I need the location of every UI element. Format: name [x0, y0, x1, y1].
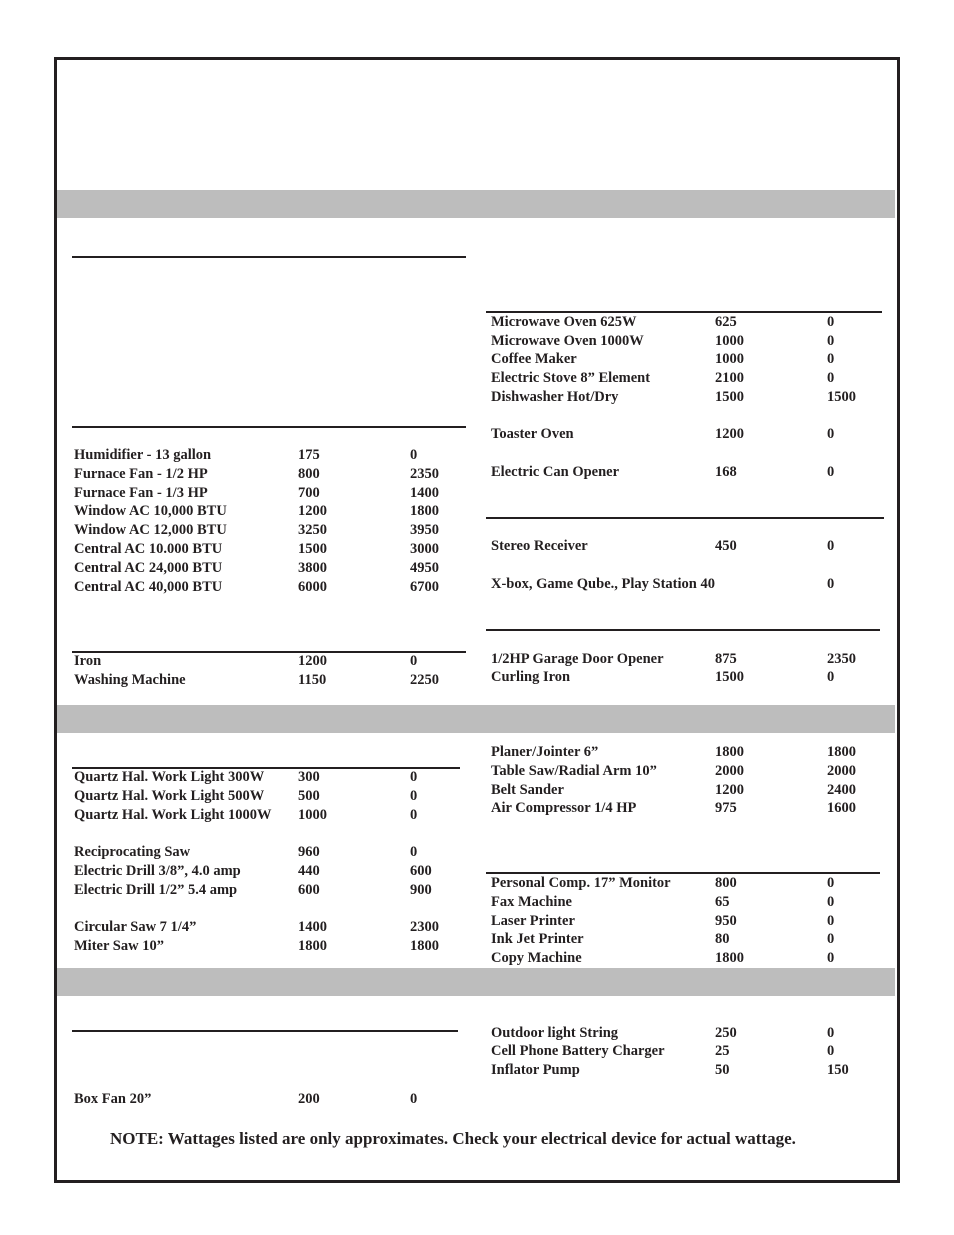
running-watts: 200 — [298, 1091, 320, 1107]
device-name: Cell Phone Battery Charger — [491, 1043, 665, 1059]
device-name: Stereo Receiver — [491, 538, 588, 554]
divider-rule — [72, 256, 466, 258]
startup-watts: 2000 — [827, 763, 856, 779]
startup-watts: 1400 — [410, 485, 439, 501]
device-name: Quartz Hal. Work Light 300W — [74, 769, 265, 785]
startup-watts: 0 — [410, 1091, 418, 1107]
running-watts: 300 — [298, 769, 320, 785]
startup-watts: 0 — [410, 844, 418, 860]
running-watts: 1200 — [715, 782, 744, 798]
startup-watts: 0 — [410, 807, 418, 823]
running-watts: 500 — [298, 788, 320, 804]
startup-watts: 0 — [827, 314, 835, 330]
startup-watts: 3950 — [410, 522, 439, 538]
startup-watts: 2250 — [410, 672, 439, 688]
running-watts: 1800 — [298, 938, 327, 954]
running-watts: 168 — [715, 464, 737, 480]
device-name: Laser Printer — [491, 913, 575, 929]
startup-watts: 0 — [827, 913, 835, 929]
device-name: Furnace Fan - 1/3 HP — [74, 485, 208, 501]
running-watts: 65 — [715, 894, 730, 910]
device-name: Planer/Jointer 6” — [491, 744, 599, 760]
device-name: Miter Saw 10” — [74, 938, 164, 954]
divider-rule — [486, 629, 880, 631]
running-watts: 700 — [298, 485, 320, 501]
startup-watts: 0 — [827, 950, 835, 966]
running-watts: 50 — [715, 1062, 730, 1078]
divider-rule — [72, 426, 466, 428]
running-watts: 450 — [715, 538, 737, 554]
device-name: 1/2HP Garage Door Opener — [491, 651, 664, 667]
running-watts: 1000 — [298, 807, 327, 823]
startup-watts: 0 — [827, 351, 835, 367]
startup-watts: 0 — [827, 576, 835, 592]
running-watts: 1000 — [715, 351, 744, 367]
startup-watts: 0 — [410, 653, 418, 669]
device-name: Microwave Oven 1000W — [491, 333, 644, 349]
startup-watts: 2350 — [410, 466, 439, 482]
running-watts: 1800 — [715, 744, 744, 760]
startup-watts: 0 — [410, 788, 418, 804]
device-name: Window AC 12,000 BTU — [74, 522, 227, 538]
running-watts: 975 — [715, 800, 737, 816]
page-frame — [54, 57, 900, 1183]
startup-watts: 4950 — [410, 560, 439, 576]
startup-watts: 1800 — [410, 938, 439, 954]
startup-watts: 6700 — [410, 579, 439, 595]
running-watts: 600 — [298, 882, 320, 898]
running-watts: 1500 — [715, 389, 744, 405]
device-name: Inflator Pump — [491, 1062, 580, 1078]
startup-watts: 150 — [827, 1062, 849, 1078]
note-text: NOTE: Wattages listed are only approximates. Check your electrical device for actual wattage. — [110, 1129, 796, 1148]
device-name: Electric Stove 8” Element — [491, 370, 651, 386]
running-watts: 1400 — [298, 919, 327, 935]
startup-watts: 0 — [827, 538, 835, 554]
device-name: Electric Can Opener — [491, 464, 620, 480]
startup-watts: 3000 — [410, 541, 439, 557]
device-name: Central AC 24,000 BTU — [74, 560, 223, 576]
device-name: Curling Iron — [491, 669, 571, 685]
divider-rule — [72, 651, 466, 653]
running-watts: 3800 — [298, 560, 327, 576]
startup-watts: 0 — [410, 769, 418, 785]
device-name: Ink Jet Printer — [491, 931, 584, 947]
running-watts: 1500 — [298, 541, 327, 557]
device-name: Box Fan 20” — [74, 1091, 152, 1107]
device-name: Reciprocating Saw — [74, 844, 191, 860]
device-name: Toaster Oven — [491, 426, 574, 442]
device-name: X-box, Game Qube., Play Station 40 — [491, 576, 715, 592]
startup-watts: 0 — [827, 1043, 835, 1059]
startup-watts: 2350 — [827, 651, 856, 667]
running-watts: 3250 — [298, 522, 327, 538]
startup-watts: 0 — [827, 333, 835, 349]
device-name: Table Saw/Radial Arm 10” — [491, 763, 657, 779]
section-band-outdoor — [57, 968, 895, 996]
device-name: Quartz Hal. Work Light 500W — [74, 788, 265, 804]
startup-watts: 1600 — [827, 800, 856, 816]
running-watts: 625 — [715, 314, 737, 330]
startup-watts: 0 — [827, 464, 835, 480]
device-name: Furnace Fan - 1/2 HP — [74, 466, 208, 482]
running-watts: 250 — [715, 1025, 737, 1041]
device-name: Personal Comp. 17” Monitor — [491, 875, 671, 891]
running-watts: 6000 — [298, 579, 327, 595]
device-name: Belt Sander — [491, 782, 564, 798]
startup-watts: 0 — [410, 447, 418, 463]
device-name: Coffee Maker — [491, 351, 577, 367]
startup-watts: 1800 — [410, 503, 439, 519]
device-name: Central AC 10.000 BTU — [74, 541, 223, 557]
section-band-workshop — [57, 705, 895, 733]
running-watts: 960 — [298, 844, 320, 860]
startup-watts: 1500 — [827, 389, 856, 405]
startup-watts: 0 — [827, 875, 835, 891]
startup-watts: 0 — [827, 370, 835, 386]
startup-watts: 600 — [410, 863, 432, 879]
device-name: Air Compressor 1/4 HP — [491, 800, 637, 816]
startup-watts: 900 — [410, 882, 432, 898]
device-name: Dishwasher Hot/Dry — [491, 389, 619, 405]
running-watts: 440 — [298, 863, 320, 879]
running-watts: 1200 — [298, 653, 327, 669]
startup-watts: 2300 — [410, 919, 439, 935]
device-name: Quartz Hal. Work Light 1000W — [74, 807, 272, 823]
running-watts: 800 — [715, 875, 737, 891]
running-watts: 1000 — [715, 333, 744, 349]
running-watts: 875 — [715, 651, 737, 667]
running-watts: 1200 — [298, 503, 327, 519]
running-watts: 1800 — [715, 950, 744, 966]
divider-rule — [72, 1030, 458, 1032]
startup-watts: 0 — [827, 894, 835, 910]
device-name: Humidifier - 13 gallon — [74, 447, 212, 463]
device-name: Circular Saw 7 1/4” — [74, 919, 197, 935]
device-name: Electric Drill 1/2” 5.4 amp — [74, 882, 238, 898]
device-name: Microwave Oven 625W — [491, 314, 637, 330]
running-watts: 1500 — [715, 669, 744, 685]
divider-rule — [486, 517, 884, 519]
startup-watts: 1800 — [827, 744, 856, 760]
device-name: Electric Drill 3/8”, 4.0 amp — [74, 863, 241, 879]
startup-watts: 2400 — [827, 782, 856, 798]
running-watts: 2100 — [715, 370, 744, 386]
startup-watts: 0 — [827, 426, 835, 442]
running-watts: 175 — [298, 447, 320, 463]
running-watts: 2000 — [715, 763, 744, 779]
startup-watts: 0 — [827, 1025, 835, 1041]
section-band-home — [57, 190, 895, 218]
device-name: Iron — [74, 653, 102, 669]
running-watts: 80 — [715, 931, 730, 947]
device-name: Window AC 10,000 BTU — [74, 503, 227, 519]
running-watts: 950 — [715, 913, 737, 929]
running-watts: 800 — [298, 466, 320, 482]
device-name: Washing Machine — [74, 672, 186, 688]
startup-watts: 0 — [827, 931, 835, 947]
device-name: Central AC 40,000 BTU — [74, 579, 223, 595]
device-name: Copy Machine — [491, 950, 582, 966]
running-watts: 1150 — [298, 672, 327, 688]
running-watts: 1200 — [715, 426, 744, 442]
device-name: Fax Machine — [491, 894, 572, 910]
running-watts: 25 — [715, 1043, 730, 1059]
device-name: Outdoor light String — [491, 1025, 619, 1041]
startup-watts: 0 — [827, 669, 835, 685]
